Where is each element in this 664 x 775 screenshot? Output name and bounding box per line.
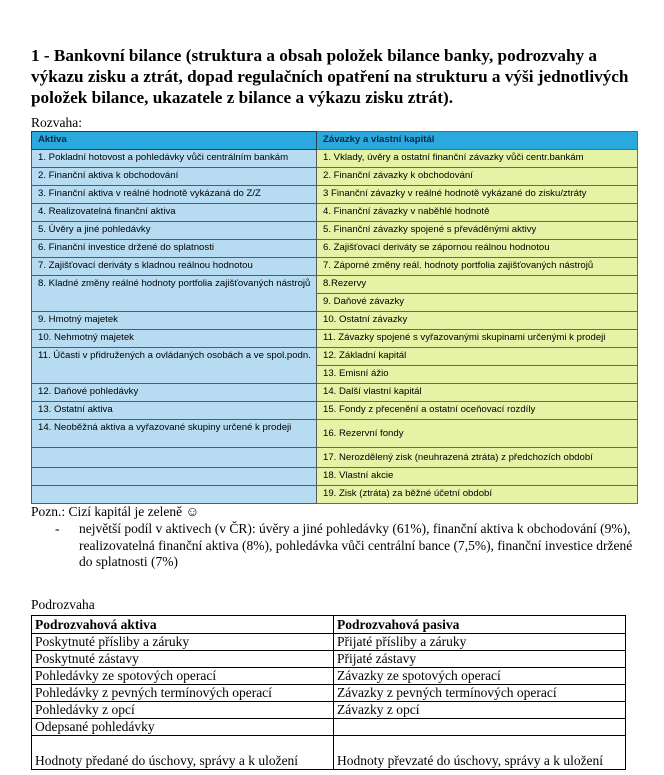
off-balance-row xyxy=(32,651,626,668)
aktiva-header: Aktiva xyxy=(32,132,317,150)
off-pasiva-item: Přijaté přísliby a záruky xyxy=(334,634,626,651)
off-aktiva-item: Hodnoty předané do úschovy, správy a k uložení xyxy=(32,736,334,770)
aktiva-item: 7. Zajišťovací deriváty s kladnou reálnou hodnotou xyxy=(32,258,317,276)
document-heading: 1 - Bankovní bilance (struktura a obsah položek bilance banky, podrozvahy a výkazu zisku a ztrát, dopad regulačních opatření na strukturu a výši jednotlivých položek bilance, ukazatele z bilance a výkazu zisku ztrát). xyxy=(31,46,629,107)
balance-row xyxy=(32,276,638,294)
aktiva-item: 8. Kladné změny reálné hodnoty portfolia zajišťovaných nástrojů xyxy=(32,276,317,312)
off-aktiva-item: Pohledávky z opcí xyxy=(32,702,334,719)
aktiva-item: 2. Finanční aktiva k obchodování xyxy=(32,168,317,186)
off-aktiva-item: Pohledávky z pevných termínových operací xyxy=(32,685,334,702)
balance-header-row xyxy=(32,132,638,150)
off-balance-row xyxy=(32,668,626,685)
bullet-text: největší podíl v aktivech (v ČR): úvěry a jiné pohledávky (61%), finanční aktiva k obchodování (9%), realizovatelná finanční aktiva (8%), pohledávka vůči centrální bance (7,5%), finanční investice držené do splatnosti (7%) xyxy=(79,521,633,569)
rozvaha-label: Rozvaha: xyxy=(31,115,82,130)
pasiva-item: 9. Daňové závazky xyxy=(317,294,638,312)
balance-row xyxy=(32,486,638,504)
pasiva-item: 5. Finanční závazky spojené s převáděnými aktivy xyxy=(317,222,638,240)
off-aktiva-item: Pohledávky ze spotových operací xyxy=(32,668,334,685)
pasiva-item: 12. Základní kapitál xyxy=(317,348,638,366)
balance-row xyxy=(32,448,638,468)
balance-row xyxy=(32,258,638,276)
balance-row xyxy=(32,402,638,420)
balance-row xyxy=(32,384,638,402)
aktiva-item xyxy=(32,468,317,486)
balance-row xyxy=(32,186,638,204)
aktiva-item: 13. Ostatní aktiva xyxy=(32,402,317,420)
aktiva-item: 1. Pokladní hotovost a pohledávky vůči centrálním bankám xyxy=(32,150,317,168)
aktiva-item: 12. Daňové pohledávky xyxy=(32,384,317,402)
balance-row xyxy=(32,222,638,240)
pasiva-header: Závazky a vlastní kapitál xyxy=(317,132,638,150)
pasiva-item: 1. Vklady, úvěry a ostatní finanční závazky vůči centr.bankám xyxy=(317,150,638,168)
pasiva-item: 10. Ostatní závazky xyxy=(317,312,638,330)
off-aktiva-item: Poskytnuté zástavy xyxy=(32,651,334,668)
balance-sheet-table xyxy=(31,131,638,504)
pasiva-item: 19. Zisk (ztráta) za běžné účetní období xyxy=(317,486,638,504)
off-pasiva-header: Podrozvahová pasiva xyxy=(334,616,626,634)
off-balance-table xyxy=(31,615,626,770)
off-pasiva-item: Hodnoty převzaté do úschovy, správy a k uložení xyxy=(334,736,626,770)
pasiva-item: 14. Další vlastní kapitál xyxy=(317,384,638,402)
balance-row xyxy=(32,204,638,222)
bullet-dash: - xyxy=(55,521,60,536)
off-balance-row xyxy=(32,685,626,702)
aktiva-item: 3. Finanční aktiva v reálné hodnotě vykázaná do Z/Z xyxy=(32,186,317,204)
off-pasiva-item: Závazky ze spotových operací xyxy=(334,668,626,685)
off-aktiva-item: Odepsané pohledávky xyxy=(32,719,334,736)
pasiva-item: 3 Finanční závazky v reálné hodnotě vykázané do zisku/ztráty xyxy=(317,186,638,204)
off-pasiva-item: Závazky z opcí xyxy=(334,702,626,719)
balance-row xyxy=(32,330,638,348)
pasiva-item: 6. Zajišťovací deriváty se zápornou reálnou hodnotou xyxy=(317,240,638,258)
pasiva-item: 17. Nerozdělený zisk (neuhrazená ztráta) z předchozích období xyxy=(317,448,638,468)
off-pasiva-item xyxy=(334,719,626,736)
aktiva-item: 6. Finanční investice držené do splatnosti xyxy=(32,240,317,258)
off-balance-row xyxy=(32,702,626,719)
off-balance-row xyxy=(32,736,626,770)
pasiva-item: 16. Rezervní fondy xyxy=(317,420,638,448)
aktiva-item: 11. Účasti v přidružených a ovládaných osobách a ve spol.podn. xyxy=(32,348,317,384)
pasiva-item: 8.Rezervy xyxy=(317,276,638,294)
pasiva-item: 4. Finanční závazky v naběhlé hodnotě xyxy=(317,204,638,222)
aktiva-item: 9. Hmotný majetek xyxy=(32,312,317,330)
aktiva-item xyxy=(32,486,317,504)
aktiva-item: 4. Realizovatelná finanční aktiva xyxy=(32,204,317,222)
aktiva-item: 14. Neoběžná aktiva a vyřazované skupiny určené k prodeji xyxy=(32,420,317,448)
aktiva-item xyxy=(32,448,317,468)
balance-row xyxy=(32,420,638,448)
pasiva-item: 2. Finanční závazky k obchodování xyxy=(317,168,638,186)
balance-row xyxy=(32,348,638,366)
balance-row xyxy=(32,168,638,186)
off-balance-header-row xyxy=(32,616,626,634)
podrozvaha-label: Podrozvaha xyxy=(31,597,95,612)
pasiva-item: 13. Emisní ážio xyxy=(317,366,638,384)
off-pasiva-item: Závazky z pevných termínových operací xyxy=(334,685,626,702)
aktiva-item: 10. Nehmotný majetek xyxy=(32,330,317,348)
pasiva-item: 7. Záporné změny reál. hodnoty portfolia zajišťovaných nástrojů xyxy=(317,258,638,276)
aktiva-item: 5. Úvěry a jiné pohledávky xyxy=(32,222,317,240)
balance-row xyxy=(32,240,638,258)
off-aktiva-header: Podrozvahová aktiva xyxy=(32,616,334,634)
pasiva-item: 11. Závazky spojené s vyřazovanými skupinami určenými k prodeji xyxy=(317,330,638,348)
note-text: Pozn.: Cizí kapitál je zeleně ☺ xyxy=(31,504,200,519)
pasiva-item: 15. Fondy z přecenění a ostatní oceňovací rozdíly xyxy=(317,402,638,420)
off-balance-row xyxy=(32,634,626,651)
off-pasiva-item: Přijaté zástavy xyxy=(334,651,626,668)
off-aktiva-item: Poskytnuté přísliby a záruky xyxy=(32,634,334,651)
balance-row xyxy=(32,468,638,486)
pasiva-item: 18. Vlastní akcie xyxy=(317,468,638,486)
off-balance-row xyxy=(32,719,626,736)
balance-row xyxy=(32,150,638,168)
balance-row xyxy=(32,312,638,330)
